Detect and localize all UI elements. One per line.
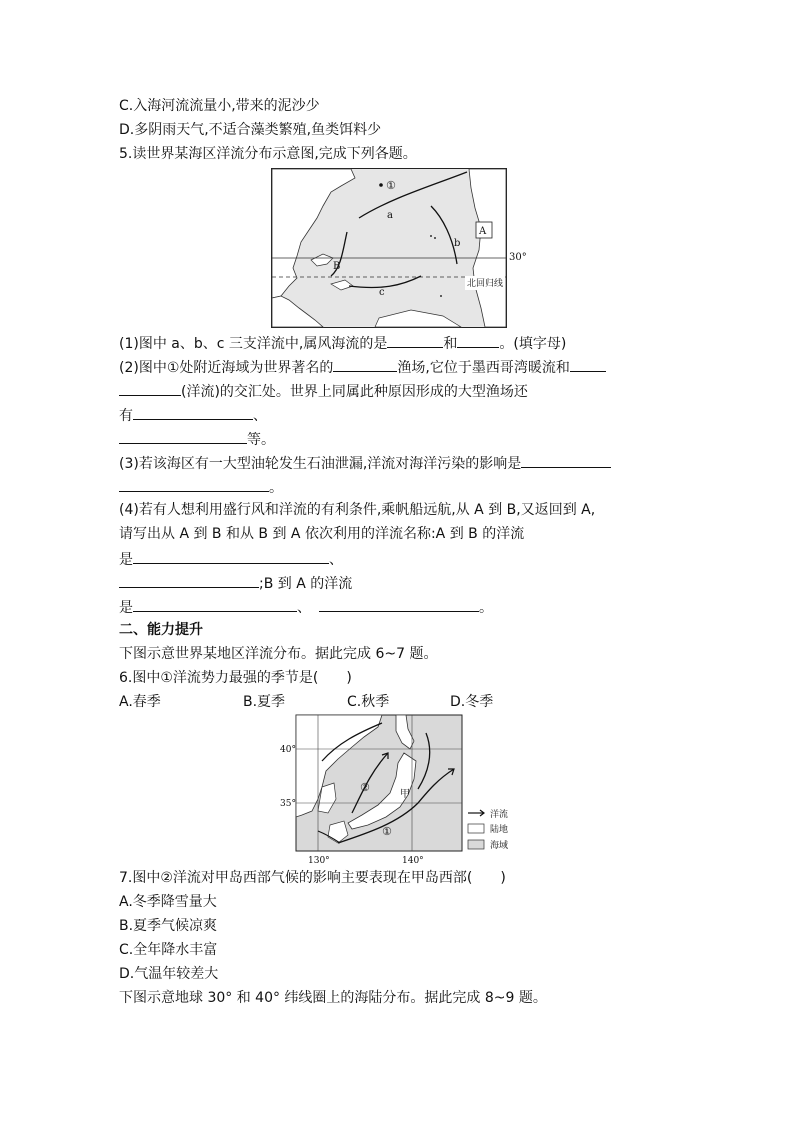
q5-part2-line4: [119, 429, 275, 450]
q5-map-island-dot: [440, 295, 442, 297]
section-title: 二、能力提升: [119, 622, 203, 638]
q7-option-a: A.冬季降雪量大: [119, 894, 217, 910]
q5-part4-sep2: 、: [297, 600, 311, 616]
q5-part3-line2: [119, 477, 283, 498]
q5-map-tropic-label: 北回归线: [467, 279, 504, 289]
q5-map-label-c: c: [379, 287, 385, 298]
q5-part1-text: (1)图中 a、b、c 三支洋流中,属风海流的是: [119, 336, 388, 352]
q5-ocean-current-map: [271, 168, 507, 328]
q5-part4-sep: 、: [329, 552, 343, 568]
q5-part4-text: ;B 到 A 的洋流: [259, 576, 353, 592]
q5-part3-line1: [119, 453, 611, 474]
q6-map-label-2: ②: [360, 781, 370, 794]
q6-legend-current: 洋流: [490, 810, 509, 820]
q5-part2-line3: [119, 405, 267, 426]
q5-part3-text: (3)若该海区有一大型油轮发生石油泄漏,洋流对海洋污染的影响是: [119, 456, 522, 472]
q5-map-label-a: a: [387, 210, 393, 221]
q6-map-lat35: 35°: [280, 799, 296, 809]
q5-part2-you: 有: [119, 408, 133, 424]
q7-option-c: C.全年降水丰富: [119, 942, 218, 958]
q6-map-label-1: ①: [382, 825, 392, 838]
answer-blank[interactable]: [133, 405, 253, 420]
q6-option-b: B.夏季: [243, 694, 286, 710]
q6-legend-land: 陆地: [490, 825, 509, 835]
q7-option-b: B.夏季气候凉爽: [119, 918, 218, 934]
q5-part1: [119, 333, 566, 354]
q6-map-label-jia: 甲: [400, 789, 410, 800]
answer-blank[interactable]: [133, 597, 297, 612]
q4-option-c: C.入海河流流量小,带来的泥沙少: [119, 98, 320, 114]
answer-blank[interactable]: [457, 333, 499, 348]
answer-blank[interactable]: [119, 381, 181, 396]
q6-legend-sea-swatch: [468, 840, 484, 849]
answer-blank[interactable]: [387, 333, 443, 348]
answer-blank[interactable]: [521, 453, 611, 468]
q6-japan-current-map: [278, 713, 518, 865]
q7-option-d: D.气温年较差大: [119, 966, 219, 982]
answer-blank[interactable]: [119, 429, 247, 444]
q5-part2-sep: 、: [253, 408, 267, 424]
q5-part4-line2: 请写出从 A 到 B 和从 B 到 A 依次利用的洋流名称:A 到 B 的洋流: [119, 526, 525, 542]
q6-map-lon130: 130°: [308, 856, 330, 865]
q5-part4-shi2: 是: [119, 600, 133, 616]
q5-part1-and: 和: [443, 336, 458, 352]
q5-map-label-1: ①: [386, 179, 396, 192]
q5-part2-end: 等。: [247, 432, 275, 448]
q5-map-island-dot: [430, 235, 432, 237]
q5-part2-text2: 渔场,它位于墨西哥湾暖流和: [397, 360, 570, 376]
q5-part1-suffix: 。(填字母): [499, 336, 567, 352]
q5-map-label-b: b: [454, 238, 461, 249]
q5-part2-text: (2)图中①处附近海域为世界著名的: [119, 360, 334, 376]
answer-blank[interactable]: [119, 477, 269, 492]
answer-blank[interactable]: [570, 357, 606, 372]
q5-part4-line3: [119, 549, 343, 570]
q5-part2-text3: (洋流)的交汇处。世界上同属此种原因形成的大型渔场还: [181, 384, 528, 400]
q6-option-a: A.春季: [119, 694, 161, 710]
intro-8-9: 下图示意地球 30° 和 40° 纬线圈上的海陆分布。据此完成 8~9 题。: [119, 990, 547, 1006]
q5-map-label-A: A: [479, 226, 487, 237]
q6-stem: 6.图中①洋流势力最强的季节是( ): [119, 670, 352, 686]
q6-legend-land-swatch: [468, 824, 484, 833]
q5-part2-line1: [119, 357, 606, 378]
q5-part4-line4: [119, 573, 352, 594]
q5-part4-shi: 是: [119, 552, 133, 568]
q5-map-30-degree-label: 30°: [509, 252, 527, 263]
q6-option-d: D.冬季: [450, 694, 494, 710]
q5-part4-line1: (4)若有人想利用盛行风和洋流的有利条件,乘帆船远航,从 A 到 B,又返回到 A,: [119, 502, 596, 518]
answer-blank[interactable]: [119, 573, 259, 588]
q6-map-lat40: 40°: [280, 745, 296, 755]
q6-option-c: C.秋季: [347, 694, 390, 710]
answer-blank[interactable]: [333, 357, 397, 372]
q5-map-island-dot: [434, 237, 436, 239]
intro-6-7: 下图示意世界某地区洋流分布。据此完成 6~7 题。: [119, 646, 438, 662]
answer-blank[interactable]: [319, 597, 479, 612]
q5-map-point-1: [379, 183, 383, 187]
q5-part4-end: 。: [479, 600, 493, 616]
q5-part2-line2: [119, 381, 528, 402]
q5-stem: 5.读世界某海区洋流分布示意图,完成下列各题。: [119, 146, 417, 162]
q6-map-lon140: 140°: [402, 856, 424, 865]
q4-option-d: D.多阴雨天气,不适合藻类繁殖,鱼类饵料少: [119, 122, 382, 138]
q7-stem: 7.图中②洋流对甲岛西部气候的影响主要表现在甲岛西部( ): [119, 870, 506, 886]
q5-part3-end: 。: [269, 480, 283, 496]
q6-legend-sea: 海域: [490, 841, 509, 851]
answer-blank[interactable]: [133, 549, 329, 564]
q5-part4-line5: [119, 597, 493, 618]
q5-map-label-B: B: [333, 261, 341, 272]
